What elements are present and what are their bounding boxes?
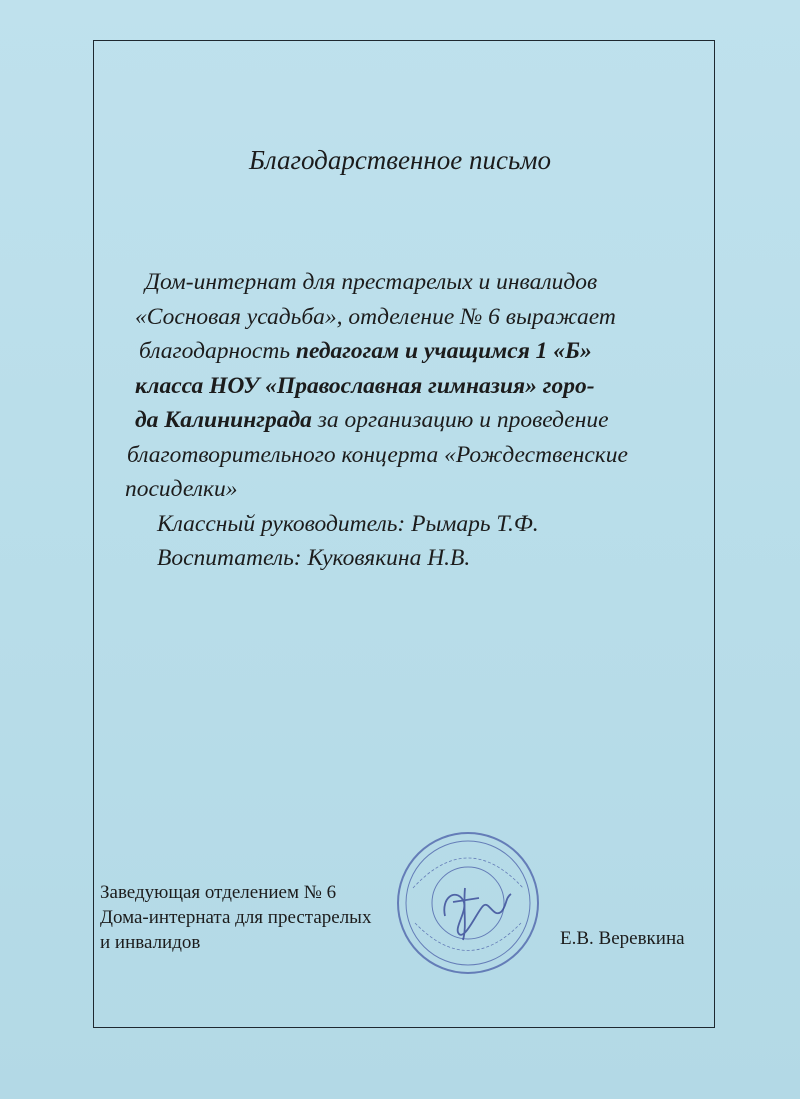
- text-segment: благотворительного концерта «Рождественские: [127, 441, 628, 468]
- bold-text-segment: да Калининграда: [135, 407, 312, 433]
- round-stamp-with-signature: [393, 828, 543, 978]
- body-line: [125, 334, 695, 369]
- text-segment: благодарность: [139, 338, 296, 364]
- position-line: Заведующая отделением № 6: [100, 882, 337, 903]
- text-segment: Дом-интернат для престарелых и инвалидов: [145, 269, 598, 295]
- text-segment: «Сосновая усадьба», отделение № 6 выражает: [135, 303, 616, 330]
- class-teacher-line: [125, 507, 695, 542]
- position-line: Дома-интерната для престарелых: [100, 907, 372, 928]
- position-line: и инвалидов: [100, 932, 201, 953]
- bold-text-segment: класса НОУ «Православная гимназия» горо-: [135, 372, 595, 399]
- body-line: [125, 472, 695, 507]
- text-segment: посиделки»: [125, 476, 238, 502]
- body-line: [125, 265, 695, 300]
- body-line: [125, 300, 695, 335]
- text-segment: Воспитатель: Куковякина Н.В.: [157, 545, 471, 571]
- body-line: [125, 438, 695, 473]
- bold-text-segment: педагогам и учащимся 1 «Б»: [295, 338, 592, 364]
- body-line: [125, 403, 695, 438]
- signatory-name: Е.В. Веревкина: [560, 928, 685, 949]
- text-segment: Классный руководитель: Рымарь Т.Ф.: [157, 510, 539, 537]
- letter-body: [125, 265, 695, 576]
- signatory-position: [100, 880, 371, 955]
- text-segment: за организацию и проведение: [311, 407, 609, 433]
- educator-line: [125, 541, 695, 576]
- letter-title: Благодарственное письмо: [248, 145, 552, 175]
- body-line: [125, 369, 695, 404]
